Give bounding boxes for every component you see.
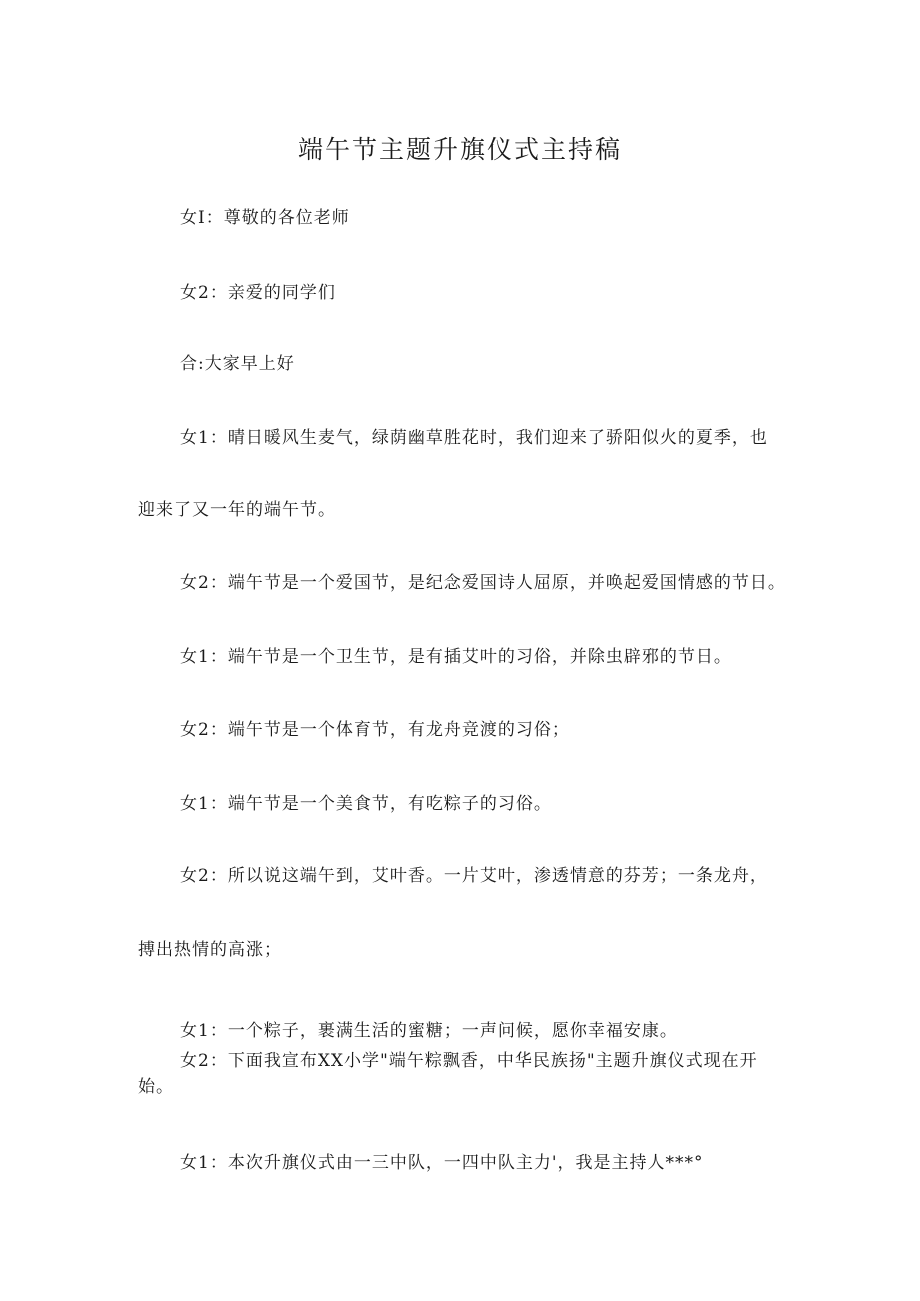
speech-line-female2-greeting: 女2：亲爱的同学们: [180, 283, 336, 303]
speech-line: 女1：晴日暖风生麦气，绿荫幽草胜花时，我们迎来了骄阳似火的夏季，也: [180, 428, 768, 448]
speech-line-female1-greeting: 女I：尊敬的各位老师: [180, 208, 350, 228]
speech-line-continuation: 迎来了又一年的端午节。: [138, 500, 336, 520]
speech-line: 女1：端午节是一个美食节，有吃粽子的习俗。: [180, 794, 552, 814]
document-title: 端午节主题升旗仪式主持稿: [297, 135, 622, 164]
speech-line: 女2：下面我宣布XX小学"端午粽飘香，中华民族扬"主题升旗仪式现在开: [180, 1051, 758, 1071]
speech-line: 女1：本次升旗仪式由一三中队，一四中队主力'，我是主持人***°: [180, 1153, 704, 1173]
speech-line: 女2：端午节是一个体育节，有龙舟竞渡的习俗；: [180, 720, 570, 740]
speech-line: 女1：一个粽子，裹满生活的蜜糖；一声问候，愿你幸福安康。: [180, 1021, 678, 1041]
speech-line: 女1：端午节是一个卫生节，是有插艾叶的习俗，并除虫辟邪的节日。: [180, 647, 732, 667]
speech-line: 女2：端午节是一个爱国节，是纪念爱国诗人屈原，并唤起爱国情感的节日。: [180, 573, 786, 593]
speech-line: 女2：所以说这端午到，艾叶香。一片艾叶，渗透情意的芬芳；一条龙舟，: [180, 866, 768, 886]
speech-line-together: 合:大家早上好: [180, 354, 295, 374]
speech-line-continuation: 搏出热情的高涨；: [138, 940, 282, 960]
speech-line-continuation: 始。: [138, 1077, 174, 1097]
